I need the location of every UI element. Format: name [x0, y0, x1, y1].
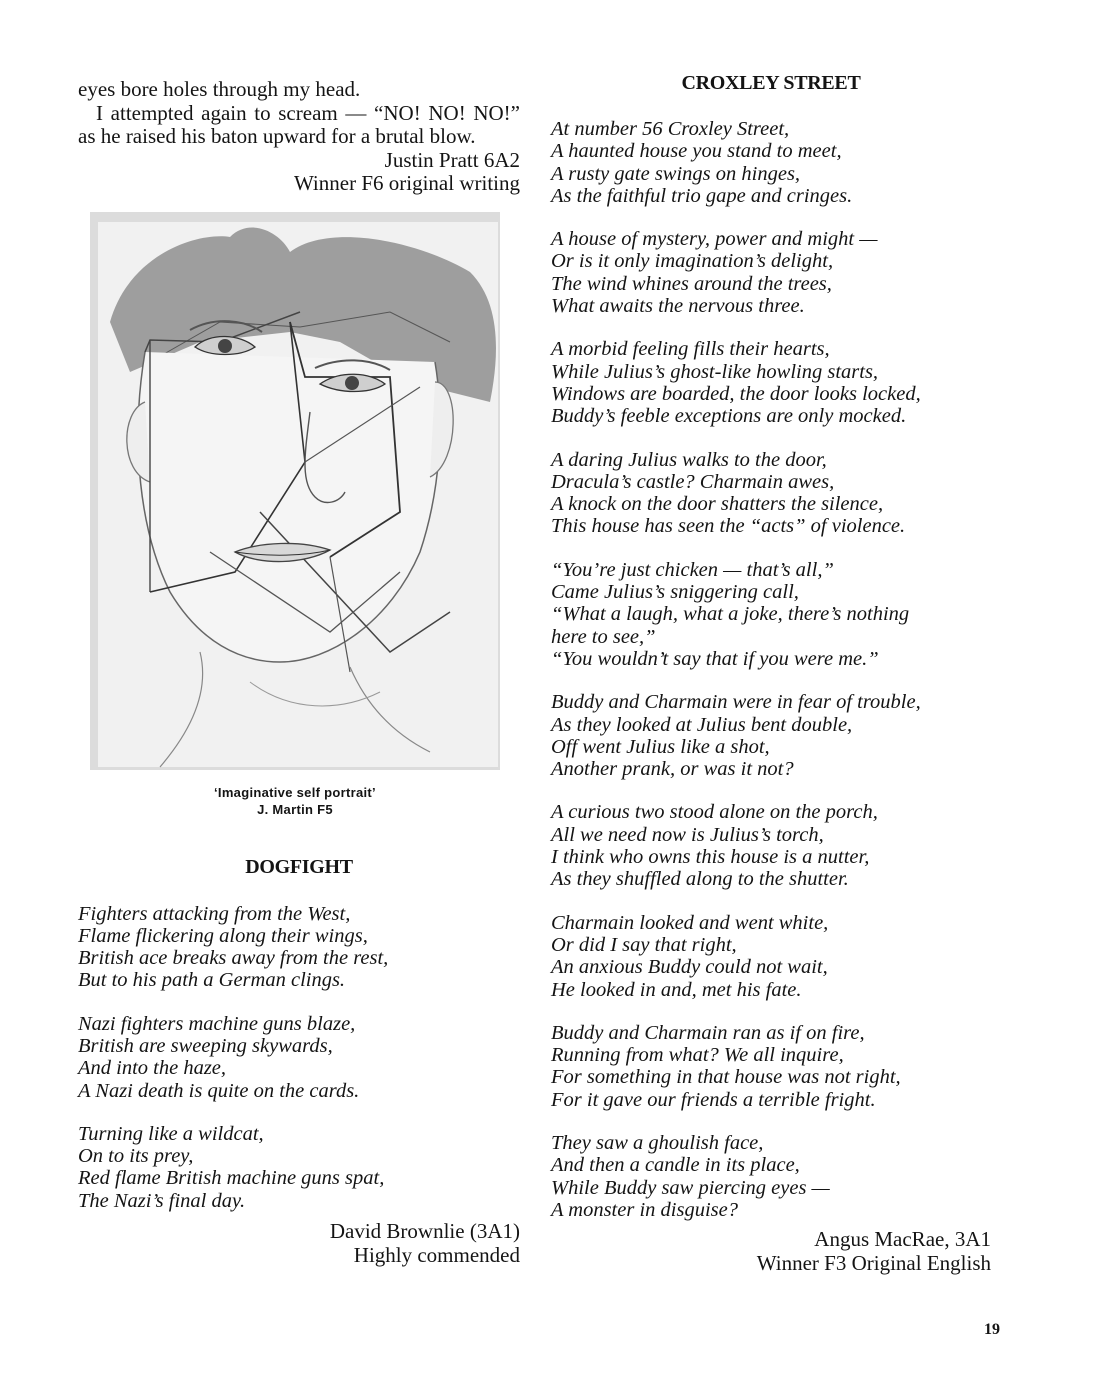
- stanza: [78, 903, 520, 992]
- croxley-poem: [551, 118, 991, 1221]
- stanza: [551, 338, 991, 427]
- poem-line: A house of mystery, power and might —: [551, 228, 878, 251]
- poem-line: An anxious Buddy could not wait,: [551, 956, 828, 979]
- dogfight-poem: [78, 903, 520, 1213]
- poem-line: At number 56 Croxley Street,: [551, 118, 790, 140]
- poem-line: Or is it only imagination’s delight,: [551, 250, 834, 273]
- poem-line: Dracula’s castle? Charmain awes,: [551, 470, 835, 493]
- stanza: [551, 691, 991, 780]
- poem-line: Buddy and Charmain ran as if on fire,: [551, 1021, 865, 1044]
- right-column: [551, 72, 991, 1275]
- poem-line: Off went Julius like a shot,: [551, 735, 770, 758]
- stanza: [551, 801, 991, 890]
- poem-line: Buddy and Charmain were in fear of trouble,: [551, 691, 921, 714]
- stanza: [551, 912, 991, 1001]
- dogfight-title: DOGFIGHT: [245, 855, 353, 878]
- dogfight-author: David Brownlie (3A1): [329, 1219, 520, 1244]
- poem-line: What awaits the nervous three.: [551, 295, 805, 318]
- poem-line: I think who owns this house is a nutter,: [551, 846, 870, 869]
- poem-line: The Nazi’s final day.: [78, 1189, 246, 1212]
- stanza: [78, 1013, 520, 1102]
- croxley-title: CROXLEY STREET: [681, 72, 861, 94]
- poem-line: Fighters attacking from the West,: [78, 902, 351, 925]
- stanza: [551, 228, 991, 317]
- poem-line: While Julius’s ghost-like howling starts,: [551, 360, 879, 383]
- poem-line: Buddy’s feeble exceptions are only mocked.: [551, 405, 907, 428]
- poem-line: here to see,”: [551, 625, 656, 648]
- poem-line: While Buddy saw piercing eyes —: [551, 1176, 830, 1199]
- poem-line: And into the haze,: [78, 1057, 227, 1080]
- stanza: [551, 1022, 991, 1111]
- poem-line: On to its prey,: [78, 1145, 194, 1168]
- poem-line: All we need now is Julius’s torch,: [551, 823, 824, 846]
- poem-line: Or did I say that right,: [551, 933, 737, 956]
- poem-line: “You wouldn’t say that if you were me.”: [551, 647, 879, 670]
- poem-line: As they looked at Julius bent double,: [551, 713, 853, 736]
- poem-line: For it gave our friends a terrible fright.: [551, 1088, 876, 1111]
- stanza: [551, 559, 991, 670]
- poem-line: As the faithful trio gape and cringes.: [551, 184, 853, 207]
- poem-line: Windows are boarded, the door looks locked,: [551, 382, 921, 405]
- dogfight-award: Highly commended: [353, 1242, 520, 1267]
- poem-line: Came Julius’s sniggering call,: [551, 581, 799, 604]
- poem-line: For something in that house was not right,: [551, 1066, 901, 1089]
- poem-line: Turning like a wildcat,: [78, 1122, 264, 1145]
- poem-line: A Nazi death is quite on the cards.: [78, 1079, 360, 1102]
- portrait-caption-title: ‘Imaginative self portrait’: [214, 784, 376, 800]
- poem-line: A monster in disguise?: [551, 1198, 738, 1221]
- poem-line: A haunted house you stand to meet,: [551, 140, 842, 163]
- poem-line: “What a laugh, what a joke, there’s nothing: [551, 603, 910, 626]
- poem-line: A morbid feeling fills their hearts,: [551, 338, 830, 361]
- poem-line: “You’re just chicken — that’s all,”: [551, 558, 834, 581]
- poem-line: British ace breaks away from the rest,: [78, 947, 389, 970]
- portrait-caption-author: J. Martin F5: [257, 801, 333, 817]
- story-award: Winner F6 original writing: [293, 171, 520, 195]
- poem-line: British are sweeping skywards,: [78, 1034, 333, 1057]
- croxley-author: Angus MacRae, 3A1: [814, 1227, 991, 1252]
- poem-line: A rusty gate swings on hinges,: [551, 162, 801, 185]
- poem-line: But to his path a German clings.: [78, 969, 346, 992]
- poem-line: Running from what? We all inquire,: [551, 1044, 844, 1067]
- story-author: Justin Pratt 6A2: [384, 147, 520, 172]
- poem-line: A knock on the door shatters the silence,: [551, 493, 884, 516]
- poem-line: They saw a ghoulish face,: [551, 1131, 764, 1154]
- poem-line: He looked in and, met his fate.: [551, 978, 802, 1001]
- croxley-award: Winner F3 Original English: [756, 1250, 991, 1275]
- poem-line: And then a candle in its place,: [551, 1154, 800, 1177]
- stanza: [78, 1123, 520, 1212]
- portrait-figure: [90, 212, 500, 818]
- self-portrait-drawing: [90, 212, 500, 770]
- poem-line: Red flame British machine guns spat,: [78, 1167, 385, 1190]
- stanza: [551, 118, 991, 207]
- poem-line: A daring Julius walks to the door,: [551, 448, 827, 471]
- poem-line: Another prank, or was it not?: [551, 758, 794, 781]
- story-last-line: eyes bore holes through my head.: [78, 77, 361, 101]
- poem-line: Charmain looked and went white,: [551, 911, 829, 934]
- poem-line: As they shuffled along to the shutter.: [551, 868, 849, 891]
- page-number: 19: [984, 1321, 1000, 1338]
- story-last-paragraph: I attempted again to scream — “NO! NO! NO!” as he raised his baton upward for a brutal blow.: [78, 100, 520, 148]
- poem-line: This house has seen the “acts” of violence.: [551, 515, 906, 538]
- poem-line: A curious two stood alone on the porch,: [551, 801, 878, 824]
- poem-line: Nazi fighters machine guns blaze,: [78, 1012, 356, 1035]
- left-column: [78, 78, 520, 1267]
- poem-line: The wind whines around the trees,: [551, 272, 832, 295]
- stanza: [551, 449, 991, 538]
- stanza: [551, 1132, 991, 1221]
- poem-line: Flame flickering along their wings,: [78, 924, 368, 947]
